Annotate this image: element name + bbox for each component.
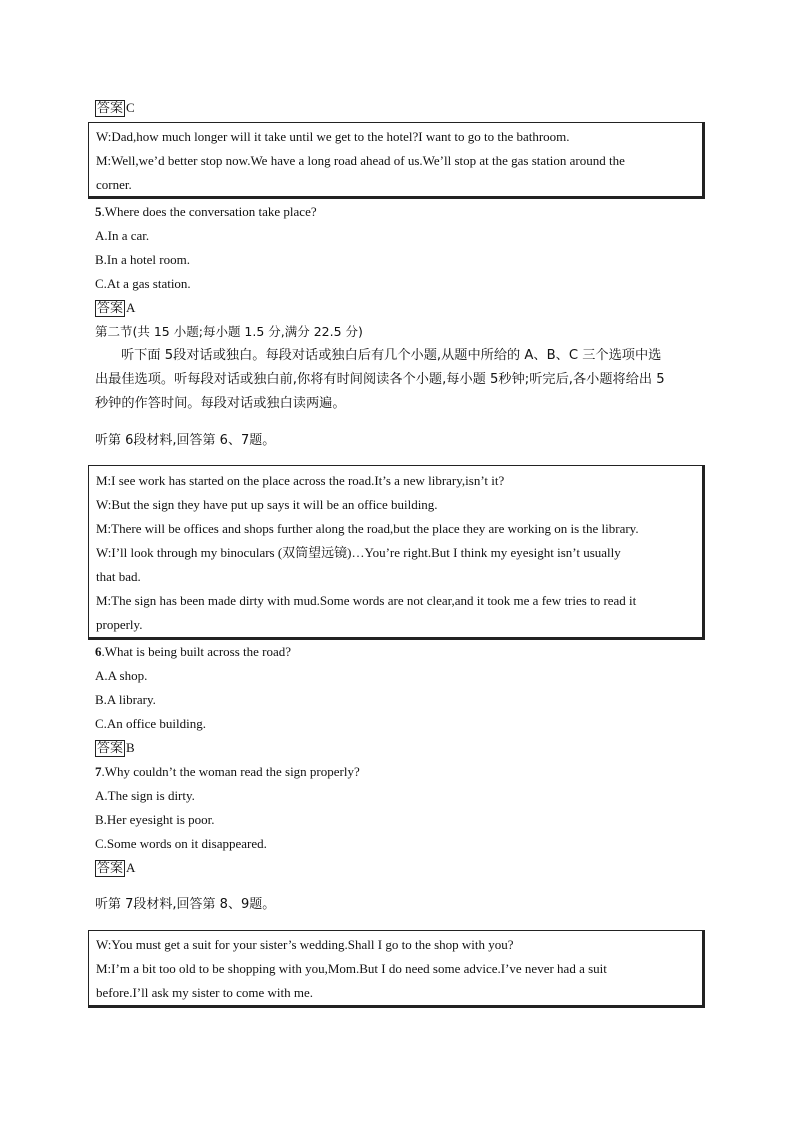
dialog-box-5 bbox=[88, 122, 705, 199]
dialog-line: that bad. bbox=[96, 569, 141, 584]
option-a: A.In a car. bbox=[95, 228, 150, 243]
question-text: .Why couldn’t the woman read the sign properly? bbox=[101, 764, 360, 779]
dialog-line: W:Dad,how much longer will it take until we get to the hotel?I want to go to the bathroom. bbox=[96, 129, 570, 144]
answer-tag: 答案 bbox=[97, 861, 124, 876]
dialog-line: M:The sign has been made dirty with mud.Some words are not clear,and it took me a few tries to read it bbox=[96, 593, 637, 608]
dialog-line: corner. bbox=[96, 177, 132, 192]
answer-value: A bbox=[126, 300, 136, 315]
option-c: C.At a gas station. bbox=[95, 276, 191, 291]
answer-value: B bbox=[126, 740, 135, 755]
instruction-line-3: 秒钟的作答时间。每段对话或独白读两遍。 bbox=[95, 396, 346, 411]
section-title: 第二节(共 15 小题;每小题 1.5 分,满分 22.5 分) bbox=[95, 324, 363, 339]
dialog-line: M:There will be offices and shops further along the road,but the place they are working on is the library. bbox=[96, 521, 639, 536]
option-c: C.An office building. bbox=[95, 716, 206, 731]
answer-value: A bbox=[126, 860, 136, 875]
q5-answer-line bbox=[95, 300, 135, 317]
material-7-heading: 听第 7段材料,回答第 8、9题。 bbox=[95, 897, 276, 912]
dialog-line: M:I’m a bit too old to be shopping with you,Mom.But I do need some advice.I’ve never had a suit bbox=[96, 961, 607, 976]
q4-answer-line bbox=[95, 100, 135, 117]
answer-tag: 答案 bbox=[97, 741, 124, 756]
instruction-line-2: 出最佳选项。听每段对话或独白前,你将有时间阅读各个小题,每小题 5秒钟;听完后,各小题将给出 5 bbox=[95, 372, 665, 387]
question-text: .What is being built across the road? bbox=[101, 644, 292, 659]
answer-value: C bbox=[126, 100, 135, 115]
dialog-line: M:I see work has started on the place across the road.It’s a new library,isn’t it? bbox=[96, 473, 505, 488]
option-b: B.Her eyesight is poor. bbox=[95, 812, 215, 827]
question-7 bbox=[95, 764, 360, 780]
option-b: B.In a hotel room. bbox=[95, 252, 190, 267]
dialog-line: W:But the sign they have put up says it will be an office building. bbox=[96, 497, 438, 512]
q7-answer-line bbox=[95, 860, 135, 877]
dialog-box-7 bbox=[88, 930, 705, 1008]
material-6-heading: 听第 6段材料,回答第 6、7题。 bbox=[95, 433, 276, 448]
question-5 bbox=[95, 204, 317, 220]
instruction-line-1: 听下面 5段对话或独白。每段对话或独白后有几个小题,从题中所给的 A、B、C 三个选项中选 bbox=[121, 348, 662, 363]
dialog-line: before.I’ll ask my sister to come with me. bbox=[96, 985, 313, 1000]
question-number: 5 bbox=[95, 204, 102, 219]
answer-tag: 答案 bbox=[97, 101, 124, 116]
question-number: 6 bbox=[95, 644, 102, 659]
question-6 bbox=[95, 644, 291, 660]
question-number: 7 bbox=[95, 764, 102, 779]
dialog-line: W:You must get a suit for your sister’s wedding.Shall I go to the shop with you? bbox=[96, 937, 514, 952]
option-a: A.The sign is dirty. bbox=[95, 788, 195, 803]
dialog-line: properly. bbox=[96, 617, 143, 632]
answer-tag: 答案 bbox=[97, 301, 124, 316]
option-a: A.A shop. bbox=[95, 668, 148, 683]
dialog-line: W:I’ll look through my binoculars (双筒望远镜)…You’re right.But I think my eyesight isn’t usually bbox=[96, 545, 621, 560]
dialog-box-6 bbox=[88, 465, 705, 640]
option-b: B.A library. bbox=[95, 692, 156, 707]
q6-answer-line bbox=[95, 740, 135, 757]
question-text: .Where does the conversation take place? bbox=[101, 204, 317, 219]
dialog-line: M:Well,we’d better stop now.We have a long road ahead of us.We’ll stop at the gas station around the bbox=[96, 153, 625, 168]
option-c: C.Some words on it disappeared. bbox=[95, 836, 267, 851]
